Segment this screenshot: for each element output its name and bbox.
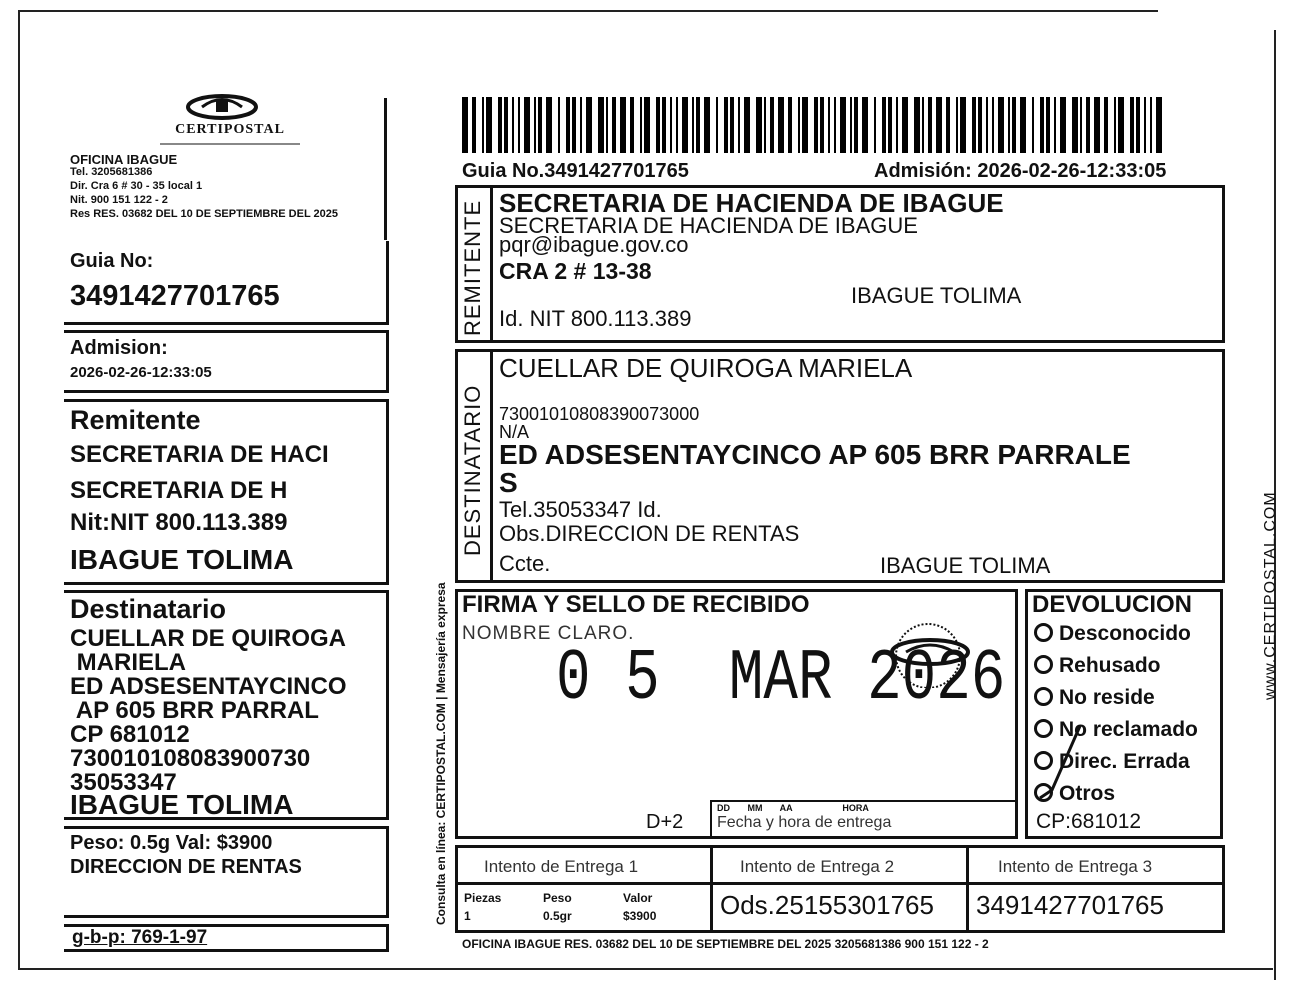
barcode-bar <box>778 97 784 153</box>
left-border <box>18 10 20 970</box>
devolucion-option-desconocido[interactable] <box>1034 622 1191 646</box>
guia-label: Guia No: <box>70 250 154 272</box>
destinatario-line-1: CUELLAR DE QUIROGA <box>70 625 346 652</box>
pieces-header-piezas: Piezas <box>464 891 502 905</box>
remitente-address: CRA 2 # 13-38 <box>499 258 652 284</box>
office-resolution: Res RES. 03682 DEL 10 DE SEPTIEMBRE DEL 2025 <box>70 208 338 220</box>
peso-value: Peso: 0.5g Val: $3900 <box>70 832 273 854</box>
barcode-bar <box>972 97 976 153</box>
barcode-bar <box>992 97 994 153</box>
barcode-bar <box>1046 97 1050 153</box>
option-label: Desconocido <box>1059 622 1191 645</box>
barcode-bar <box>640 97 642 153</box>
barcode-bar <box>486 97 492 153</box>
barcode-bar <box>1080 97 1082 153</box>
barcode-bar <box>1032 97 1034 153</box>
barcode-bar <box>814 97 818 153</box>
barcode-bar <box>620 97 626 153</box>
barcode-bar <box>682 97 688 153</box>
intento-1: Intento de Entrega 1 <box>484 857 639 876</box>
barcode-bar <box>802 97 808 153</box>
destinatario-vertical-label: DESTINATARIO <box>460 384 485 556</box>
office-tel: Tel. 3205681386 <box>70 166 153 178</box>
vertical-consult-text: Consulta en línea: CERTIPOSTAL.COM | Mensajería expresa <box>434 582 448 925</box>
footer-text: OFICINA IBAGUE RES. 03682 DEL 10 DE SEPTIEMBRE DEL 2025 3205681386 900 151 122 - 2 <box>462 937 989 951</box>
barcode-bar <box>598 97 604 153</box>
barcode-bar <box>1156 97 1162 153</box>
destinatario-line-5: CP 681012 <box>70 721 190 748</box>
option-label: Otros <box>1059 782 1116 805</box>
barcode-bar <box>798 97 800 153</box>
barcode-bar <box>716 97 718 153</box>
barcode-bar <box>1144 97 1146 153</box>
destinatario-name: CUELLAR DE QUIROGA MARIELA <box>499 353 913 383</box>
destinatario-address-2: S <box>499 467 518 498</box>
barcode-bar <box>1060 97 1066 153</box>
radio-icon[interactable] <box>1034 687 1053 706</box>
remitente-city-right: IBAGUE TOLIMA <box>851 283 1022 308</box>
barcode-bar <box>472 97 476 153</box>
destinatario-line-4: AP 605 BRR PARRAL <box>70 697 319 724</box>
remitente-line2: SECRETARIA DE H <box>70 477 288 504</box>
barcode-bar <box>1020 97 1026 153</box>
pieces-header-peso: Peso <box>543 891 572 905</box>
top-border <box>18 10 1158 12</box>
barcode-bar <box>928 97 932 153</box>
remitente-id: Id. NIT 800.113.389 <box>499 306 692 331</box>
barcode-bar <box>558 97 560 153</box>
remitente-city: IBAGUE TOLIMA <box>70 544 294 575</box>
barcode-bar <box>828 97 830 153</box>
remitente-name-1: SECRETARIA DE HACIENDA DE IBAGUE <box>499 188 1004 218</box>
option-label: No reclamado <box>1059 718 1198 741</box>
barcode-bar <box>504 97 508 153</box>
barcode-bar <box>1094 97 1100 153</box>
fecha-label: Fecha y hora de entrega <box>717 814 892 831</box>
barcode-bar <box>1086 97 1090 153</box>
barcode-bar <box>834 97 836 153</box>
barcode-bar <box>744 97 750 153</box>
pieces-value-valor: $3900 <box>623 909 657 923</box>
pieces-divider-2 <box>966 885 969 933</box>
barcode-bar <box>572 97 576 153</box>
barcode-bar <box>854 97 858 153</box>
barcode-bar <box>656 97 660 153</box>
barcode-bar <box>960 97 966 153</box>
destinatario-label-divider <box>490 349 493 583</box>
remitente-email: pqr@ibague.gov.co <box>499 232 689 257</box>
received-date-stamp: 0 5 MAR 2026 <box>556 638 1006 720</box>
barcode-bar <box>936 97 942 153</box>
remitente-label-divider <box>490 185 493 343</box>
remitente-line1: SECRETARIA DE HACI <box>70 441 329 468</box>
barcode-bar <box>922 97 924 153</box>
pieces-value-piezas: 1 <box>464 909 471 923</box>
barcode-bar <box>462 97 468 153</box>
intento-3: Intento de Entrega 3 <box>998 857 1153 876</box>
side-website-text: www.CERTIPOSTAL.COM <box>1262 491 1279 700</box>
header-admision: Admisión: 2026-02-26-12:33:05 <box>874 160 1167 182</box>
firma-title: FIRMA Y SELLO DE RECIBIDO <box>462 591 810 618</box>
obs-value: DIRECCION DE RENTAS <box>70 856 302 878</box>
remitente-vertical-label: REMITENTE <box>460 199 485 336</box>
date-fields-label: DD MM AA HORA <box>717 803 869 813</box>
barcode-bar <box>862 97 868 153</box>
barcode-bar <box>586 97 592 153</box>
destinatario-tel: Tel.35053347 Id. <box>499 497 662 522</box>
barcode-bar <box>1118 97 1124 153</box>
barcode-bar <box>546 97 552 153</box>
firma-nombre: NOMBRE CLARO. <box>462 623 635 644</box>
destinatario-city-right: IBAGUE TOLIMA <box>880 553 1051 578</box>
barcode-bar <box>998 97 1004 153</box>
office-nit: Nit. 900 151 122 - 2 <box>70 194 168 206</box>
barcode-bar <box>670 97 672 153</box>
barcode-bar <box>482 97 484 153</box>
barcode-bar <box>978 97 982 153</box>
barcode-bar <box>724 97 728 153</box>
ods-number: Ods.25155301765 <box>720 890 934 920</box>
destinatario-code: 73001010808390073000 <box>499 404 700 424</box>
barcode-bar <box>764 97 766 153</box>
header-guia: Guia No.3491427701765 <box>462 160 689 182</box>
destinatario-heading: Destinatario <box>70 594 227 624</box>
admision-value: 2026-02-26-12:33:05 <box>70 364 212 381</box>
destinatario-line-7: 35053347 <box>70 769 177 796</box>
barcode-bar <box>902 97 908 153</box>
barcode-bar <box>612 97 616 153</box>
pieces-header-valor: Valor <box>623 891 653 905</box>
logo-text: CERTIPOSTAL <box>175 122 285 137</box>
barcode-bar <box>986 97 988 153</box>
intento-2: Intento de Entrega 2 <box>740 857 895 876</box>
barcode-bar <box>882 97 886 153</box>
destinatario-ccte: Ccte. <box>499 551 551 576</box>
barcode-bar <box>788 97 792 153</box>
barcode-bar <box>1150 97 1152 153</box>
option-label: Direc. Errada <box>1059 750 1190 773</box>
barcode-bar <box>946 97 950 153</box>
destinatario-line-3: ED ADSESENTAYCINCO <box>70 673 347 700</box>
d2-label: D+2 <box>646 811 684 833</box>
left-column-rule <box>384 98 387 240</box>
pieces-divider-1 <box>710 885 713 933</box>
checkmark-icon <box>1036 718 1086 808</box>
remitente-heading: Remitente <box>70 405 201 435</box>
office-address: Dir. Cra 6 # 30 - 35 local 1 <box>70 180 203 192</box>
devolucion-cp: CP:681012 <box>1036 810 1142 833</box>
devolucion-option-no-reside[interactable] <box>1034 686 1155 710</box>
barcode-bar <box>820 97 824 153</box>
pieces-value-peso: 0.5gr <box>543 909 572 923</box>
barcode-bar <box>1104 97 1108 153</box>
destinatario-line-2: MARIELA <box>70 649 186 676</box>
barcode-bar <box>1012 97 1016 153</box>
guia-bottom-number: 3491427701765 <box>976 890 1164 920</box>
radio-icon[interactable] <box>1034 655 1053 674</box>
barcode-bar <box>566 97 570 153</box>
destinatario-na: N/A <box>499 422 530 442</box>
barcode-bar <box>1136 97 1140 153</box>
barcode-bar <box>696 97 700 153</box>
barcode-bar <box>756 97 762 153</box>
devolucion-title: DEVOLUCION <box>1032 591 1193 618</box>
barcode-bar <box>1072 97 1078 153</box>
gbp-value: g-b-p: 769-1-97 <box>72 927 208 948</box>
barcode-bar <box>580 97 582 153</box>
barcode-bar <box>534 97 536 153</box>
barcode-bar <box>644 97 650 153</box>
remitente-name-2: SECRETARIA DE HACIENDA DE IBAGUE <box>499 213 918 238</box>
bottom-border <box>18 968 1273 970</box>
intentos-divider-1 <box>710 845 713 885</box>
radio-icon[interactable] <box>1034 623 1053 642</box>
intentos-divider-2 <box>966 845 969 885</box>
barcode-bar <box>730 97 734 153</box>
certipostal-logo <box>150 92 310 152</box>
barcode-bar <box>630 97 634 153</box>
destinatario-address-1: ED ADSESENTAYCINCO AP 605 BRR PARRALE <box>499 439 1131 470</box>
barcode-bar <box>738 97 740 153</box>
option-label: Rehusado <box>1059 654 1161 677</box>
barcode-bar <box>662 97 666 153</box>
barcode <box>462 97 1162 153</box>
destinatario-line-6: 730010108083900730 <box>70 745 311 772</box>
barcode-bar <box>850 97 852 153</box>
barcode-bar <box>1114 97 1116 153</box>
barcode-bar <box>606 97 608 153</box>
admision-label: Admision: <box>70 337 168 359</box>
barcode-bar <box>704 97 710 153</box>
devolucion-option-rehusado[interactable] <box>1034 654 1161 678</box>
destinatario-obs: Obs.DIRECCION DE RENTAS <box>499 521 800 546</box>
barcode-bar <box>1008 97 1010 153</box>
barcode-bar <box>538 97 542 153</box>
barcode-bar <box>512 97 514 153</box>
barcode-bar <box>956 97 958 153</box>
barcode-bar <box>692 97 694 153</box>
barcode-bar <box>888 97 892 153</box>
destinatario-city: IBAGUE TOLIMA <box>70 789 294 820</box>
barcode-bar <box>874 97 876 153</box>
barcode-bar <box>840 97 846 153</box>
barcode-bar <box>1054 97 1056 153</box>
barcode-bar <box>524 97 530 153</box>
barcode-bar <box>518 97 520 153</box>
barcode-bar <box>896 97 898 153</box>
barcode-bar <box>770 97 774 153</box>
barcode-bar <box>676 97 678 153</box>
barcode-bar <box>914 97 920 153</box>
remitente-nit: Nit:NIT 800.113.389 <box>70 509 288 536</box>
office-name: OFICINA IBAGUE <box>70 152 178 167</box>
guia-number: 3491427701765 <box>70 280 280 312</box>
option-label: No reside <box>1059 686 1155 709</box>
barcode-bar <box>1040 97 1044 153</box>
barcode-bar <box>1130 97 1134 153</box>
barcode-bar <box>498 97 502 153</box>
